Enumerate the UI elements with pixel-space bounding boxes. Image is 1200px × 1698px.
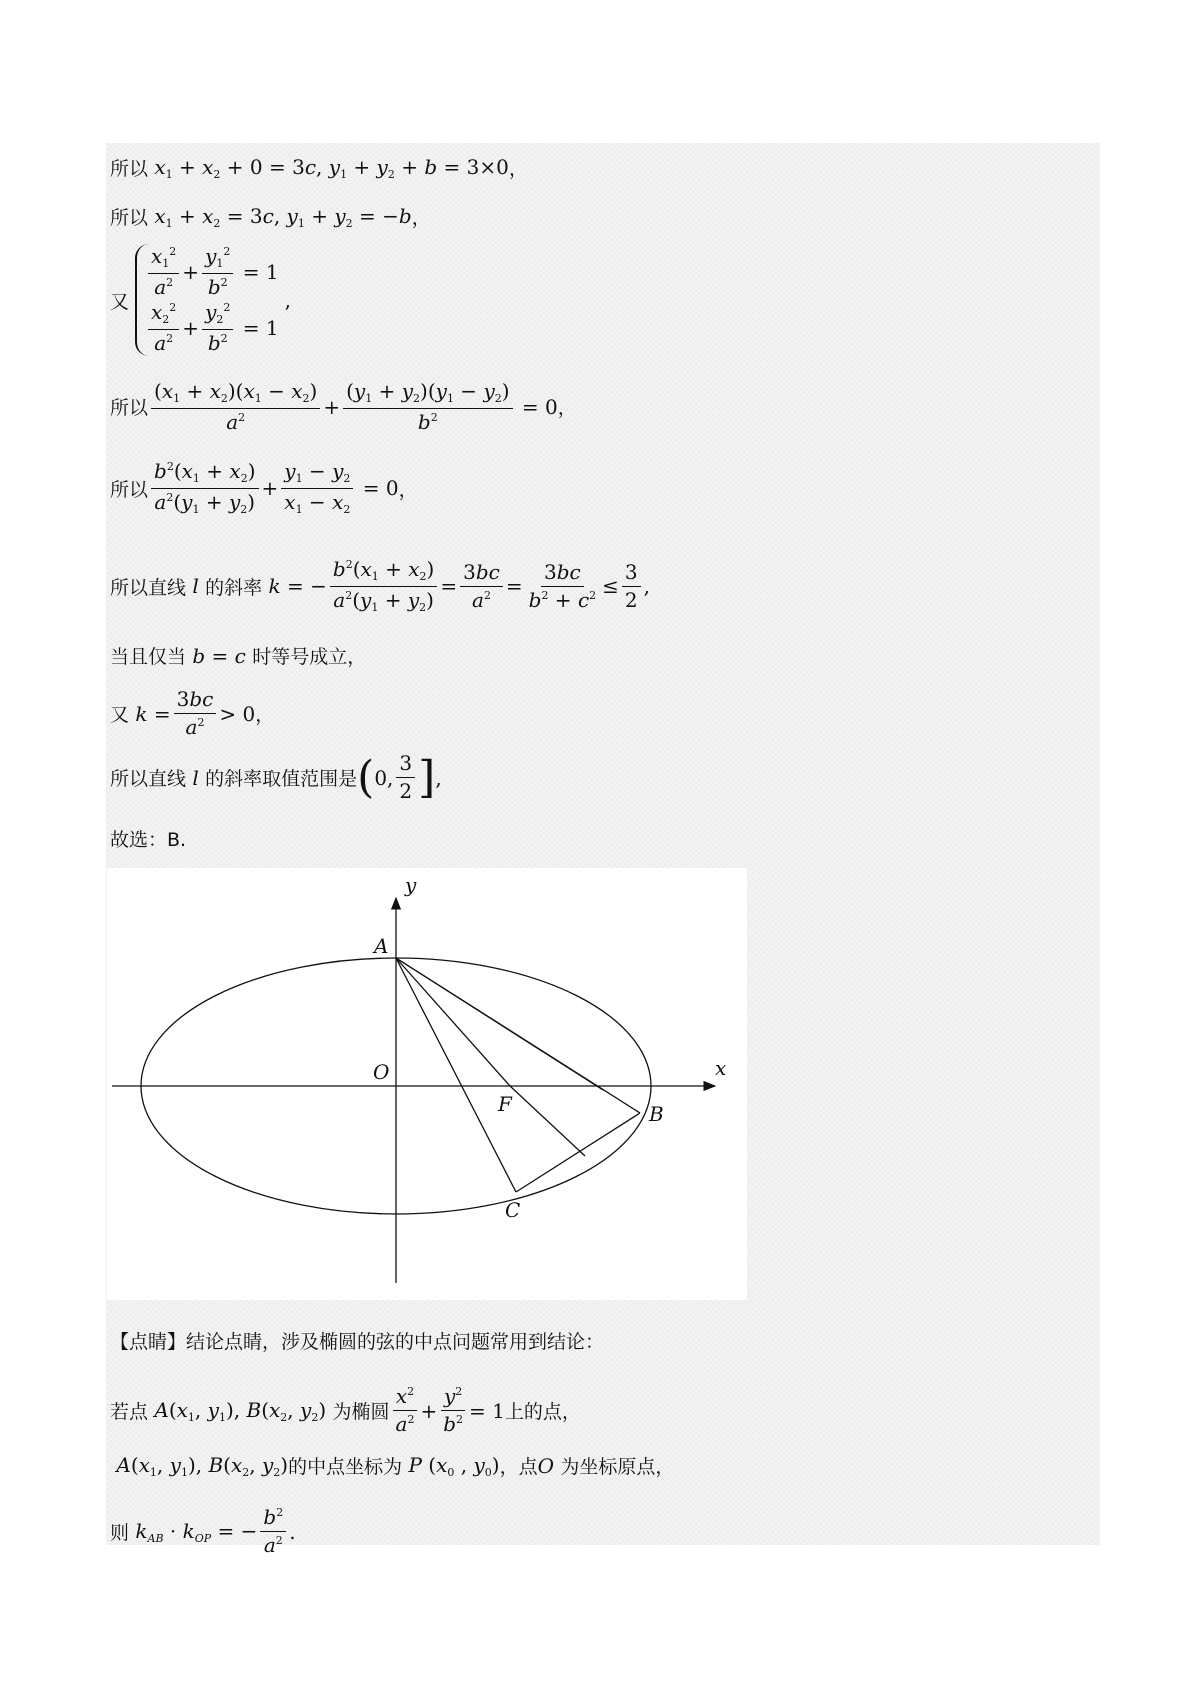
equation-system: 又 $\frac{x_1^2}{a^2}$ + $\frac{y_1^2}{b^2}$ = 1 $\frac{x_2^2}{a^2}$ + $\frac{y_2^2}{b^2}$ = 1 , — [110, 244, 291, 355]
label-origin: O — [373, 1060, 390, 1084]
label-y-axis: y — [405, 873, 417, 897]
brace-system: $\frac{x_1^2}{a^2}$ + $\frac{y_1^2}{b^2}$ = 1 $\frac{x_2^2}{a^2}$ + $\frac{y_2^2}{b^2}$ = 1 — [135, 244, 279, 356]
slope-line: 所以直线 l 的斜率 k = − $\frac{b^2(x_1 + x_2)}{a^2(y_1 + y_2)}$ = $\frac{3bc}{a^2}$ = $\frac{3bc}{b^2 + c^2}$ ≤ $\frac{3}{2}$ , — [110, 557, 650, 614]
equation-line-4: 所以 $\frac{(x_1 + x_2)(x_1 - x_2)}{a^2}$ + $\frac{(y_1 + y_2)(y_1 - y_2)}{b^2}$ = 0 ， — [110, 379, 577, 434]
segment-BC — [516, 1113, 640, 1192]
segment-AF — [396, 958, 510, 1086]
label-x-axis: x — [715, 1056, 727, 1080]
label-point-B: B — [649, 1102, 664, 1126]
segment-AC — [396, 958, 516, 1192]
positive-slope-line: 又 k = $\frac{3bc}{a^2}$ > 0 ， — [110, 687, 275, 739]
tip-title: 【点睛】结论点睛，涉及椭圆的弦的中点问题常用到结论： — [110, 1331, 605, 1353]
tip-line-1: 若点 $A(x_1$, $y_1$), $B(x_2$, $y_2$) 为椭圆 $\frac{x^2}{a^2}$ + $\frac{y^2}{b^2}$ = 1 上的点， — [110, 1384, 581, 1436]
segment-A-ellipse — [396, 958, 603, 1090]
equality-condition: 当且仅当 b = c 时等号成立， — [110, 643, 367, 668]
label-point-C: C — [505, 1198, 521, 1222]
label-point-F: F — [498, 1092, 512, 1116]
answer-line: 故选：B. — [110, 829, 187, 851]
equation-line-2: 所以 $x_1 + x_2 = 3c$, $y_1 + y_2 = -b$ ， — [110, 203, 431, 230]
equation-line-1: 所以 $x_1 + x_2 + 0 = 3c$, $y_1 + y_2 + b = 3\times 0$ ， — [110, 154, 528, 181]
tip-line-2: $A(x_1$, $y_1$), $B(x_2$, $y_2$) 的中点坐标为 P ($x_0$ , $y_0$) ，点 O 为坐标原点， — [116, 1452, 675, 1479]
ellipse-diagram — [107, 868, 747, 1300]
label-point-A: A — [374, 934, 389, 958]
range-line: 所以直线 l 的斜率取值范围是 ( 0, $\frac{3}{2}$ ] , — [110, 751, 442, 803]
tip-line-3: 则 $k_{AB} \cdot k_{OP}$ = − $\frac{b^2}{a^2}$ . — [110, 1505, 296, 1557]
segment-F-midpoint — [510, 1086, 585, 1156]
ellipse-figure — [107, 868, 747, 1300]
equation-line-5: 所以 $\frac{b^2(x_1 + x_2)}{a^2(y_1 + y_2)}$ + $\frac{y_1 - y_2}{x_1 - x_2}$ = 0 ， — [110, 459, 418, 516]
math-expression: $x_1 + x_2 + 0 = 3c$, $y_1 + y_2 + b = 3\times 0$ — [154, 154, 509, 181]
math-expression: $x_1 + x_2 = 3c$, $y_1 + y_2 = -b$ — [154, 203, 412, 230]
